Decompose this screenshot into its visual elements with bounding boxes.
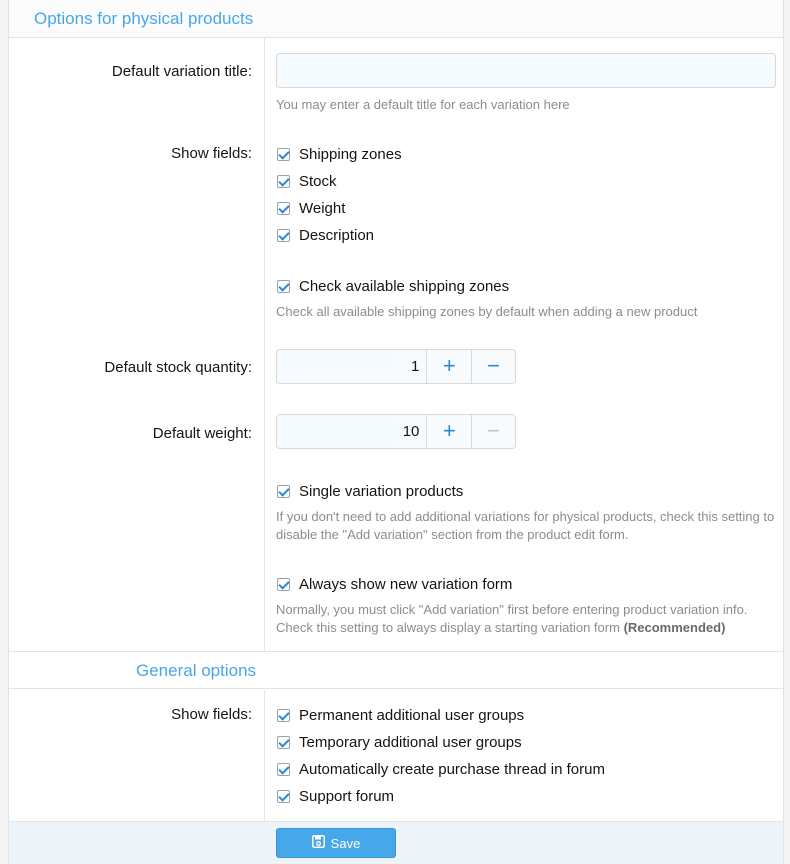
save-button-label: Save: [330, 835, 361, 851]
checkbox-label: Always show new variation form: [299, 575, 513, 593]
always-show-hint-text: Normally, you must click "Add variation" first before entering product variation info. Check this setting to always display a starting variation form: [276, 602, 748, 635]
checkbox-create-purchase-thread[interactable]: [277, 760, 605, 778]
checkbox-box[interactable]: [277, 148, 290, 161]
checkbox-weight[interactable]: [277, 199, 345, 217]
checkbox-label: Automatically create purchase thread in forum: [299, 760, 605, 778]
checkbox-label: Stock: [299, 172, 337, 190]
checkbox-box[interactable]: [277, 175, 290, 188]
checkbox-box[interactable]: [277, 790, 290, 803]
show-fields-label: Show fields:: [171, 145, 252, 162]
default-variation-title-label: Default variation title:: [111, 63, 252, 80]
label-column-physical: [9, 38, 265, 651]
checkbox-stock[interactable]: [277, 172, 337, 190]
general-show-fields-label: Show fields:: [171, 706, 252, 723]
checkbox-check-shipping-zones[interactable]: [277, 277, 509, 295]
weight-label: Default weight:: [152, 425, 252, 442]
checkbox-always-show-variation-form[interactable]: [277, 575, 512, 593]
checkbox-box[interactable]: [277, 229, 290, 242]
checkbox-label: Description: [299, 226, 375, 244]
weight-plus-button[interactable]: +: [427, 415, 471, 448]
checkbox-box[interactable]: [277, 280, 290, 293]
section-title-general: General options: [136, 661, 257, 680]
section-title-physical: Options for physical products: [34, 9, 254, 28]
checkbox-label: Shipping zones: [299, 145, 402, 163]
checkbox-box[interactable]: [277, 202, 290, 215]
checkbox-box[interactable]: [277, 485, 290, 498]
save-icon: [312, 835, 325, 851]
checkbox-label: Single variation products: [299, 482, 464, 500]
checkbox-box[interactable]: [277, 763, 290, 776]
default-variation-title-input[interactable]: [276, 53, 776, 88]
checkbox-box[interactable]: [277, 736, 290, 749]
form-footer: [9, 821, 783, 864]
checkbox-description[interactable]: [277, 226, 374, 244]
section-header-general: [9, 651, 783, 689]
section-header-physical: [9, 0, 783, 38]
checkbox-box[interactable]: [277, 578, 290, 591]
options-panel: [8, 0, 784, 864]
check-shipping-hint: Check all available shipping zones by default when adding a new product: [276, 304, 698, 319]
checkbox-temporary-user-groups[interactable]: [277, 733, 522, 751]
stock-quantity-value[interactable]: 1: [277, 350, 427, 383]
stock-quantity-minus-button[interactable]: −: [471, 350, 515, 383]
checkbox-box[interactable]: [277, 709, 290, 722]
default-variation-title-hint: You may enter a default title for each variation here: [276, 97, 570, 112]
stock-quantity-plus-button[interactable]: +: [427, 350, 471, 383]
checkbox-permanent-user-groups[interactable]: [277, 706, 524, 724]
stock-quantity-label: Default stock quantity:: [104, 359, 252, 376]
checkbox-label: Support forum: [299, 787, 395, 805]
weight-value[interactable]: 10: [277, 415, 427, 448]
recommended-badge: (Recommended): [623, 620, 726, 635]
checkbox-label: Check available shipping zones: [299, 277, 510, 295]
weight-minus-button[interactable]: −: [471, 415, 515, 448]
weight-stepper[interactable]: [276, 414, 516, 449]
always-show-hint: [276, 601, 776, 637]
save-button[interactable]: [276, 828, 396, 858]
checkbox-label: Weight: [299, 199, 346, 217]
single-variation-hint: If you don't need to add additional variations for physical products, check this setting to disable the "Add variation" section from the product edit form.: [276, 509, 775, 542]
checkbox-support-forum[interactable]: [277, 787, 394, 805]
checkbox-shipping-zones[interactable]: [277, 145, 402, 163]
checkbox-single-variation[interactable]: [277, 482, 463, 500]
checkbox-label: Permanent additional user groups: [299, 706, 525, 724]
checkbox-label: Temporary additional user groups: [299, 733, 522, 751]
stock-quantity-stepper[interactable]: [276, 349, 516, 384]
